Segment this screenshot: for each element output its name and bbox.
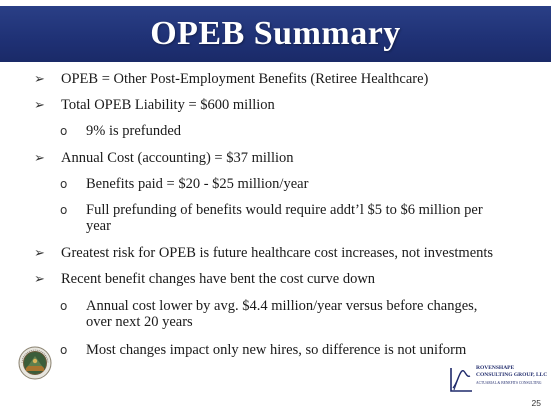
sub-bullet-text: Benefits paid = $20 - $25 million/year: [86, 176, 309, 192]
sub-bullet-text-line2: over next 20 years: [86, 314, 193, 330]
sub-bullet-text: Most changes impact only new hires, so difference is not uniform: [86, 342, 467, 358]
title-bar: [0, 6, 551, 62]
bullet-arrow-icon: ➢: [34, 72, 45, 87]
sub-bullet-circle-icon: o: [60, 343, 68, 357]
consulting-logo-line3: ACTUARIAL & BENEFITS CONSULTING: [476, 381, 542, 385]
sub-bullet-circle-icon: o: [60, 299, 68, 313]
sub-bullet-circle-icon: o: [60, 124, 68, 138]
bullet-text: Recent benefit changes have bent the cost curve down: [61, 271, 376, 287]
bullet-arrow-icon: ➢: [34, 98, 45, 113]
sub-bullet-circle-icon: o: [60, 177, 68, 191]
consulting-logo-line2: CONSULTING GROUP, LLC: [476, 372, 548, 378]
bullet-arrow-icon: ➢: [34, 272, 45, 287]
consulting-logo-line1: ROVENSHAPE: [476, 365, 515, 371]
consulting-logo-mark-icon: [448, 364, 474, 394]
bullet-text: Total OPEB Liability = $600 million: [61, 97, 275, 113]
sub-bullet-text-line1: Annual cost lower by avg. $4.4 million/year versus before changes,: [86, 298, 478, 314]
bullet-arrow-icon: ➢: [34, 246, 45, 261]
slide-title: OPEB Summary: [150, 15, 401, 52]
consulting-group-logo: [448, 364, 548, 394]
bullet-text: Greatest risk for OPEB is future healthcare cost increases, not investments: [61, 245, 494, 261]
bullet-text: Annual Cost (accounting) = $37 million: [61, 150, 294, 166]
sub-bullet-text-line1: Full prefunding of benefits would require addt’l $5 to $6 million per: [86, 202, 483, 218]
page-number: 25: [531, 398, 541, 408]
bullet-text: OPEB = Other Post-Employment Benefits (Retiree Healthcare): [61, 71, 429, 87]
bullet-arrow-icon: ➢: [34, 151, 45, 166]
sub-bullet-circle-icon: o: [60, 203, 68, 217]
seal-logo-icon: [18, 346, 52, 380]
sub-bullet-text: 9% is prefunded: [86, 123, 182, 139]
sub-bullet-text-line2: year: [86, 218, 111, 234]
